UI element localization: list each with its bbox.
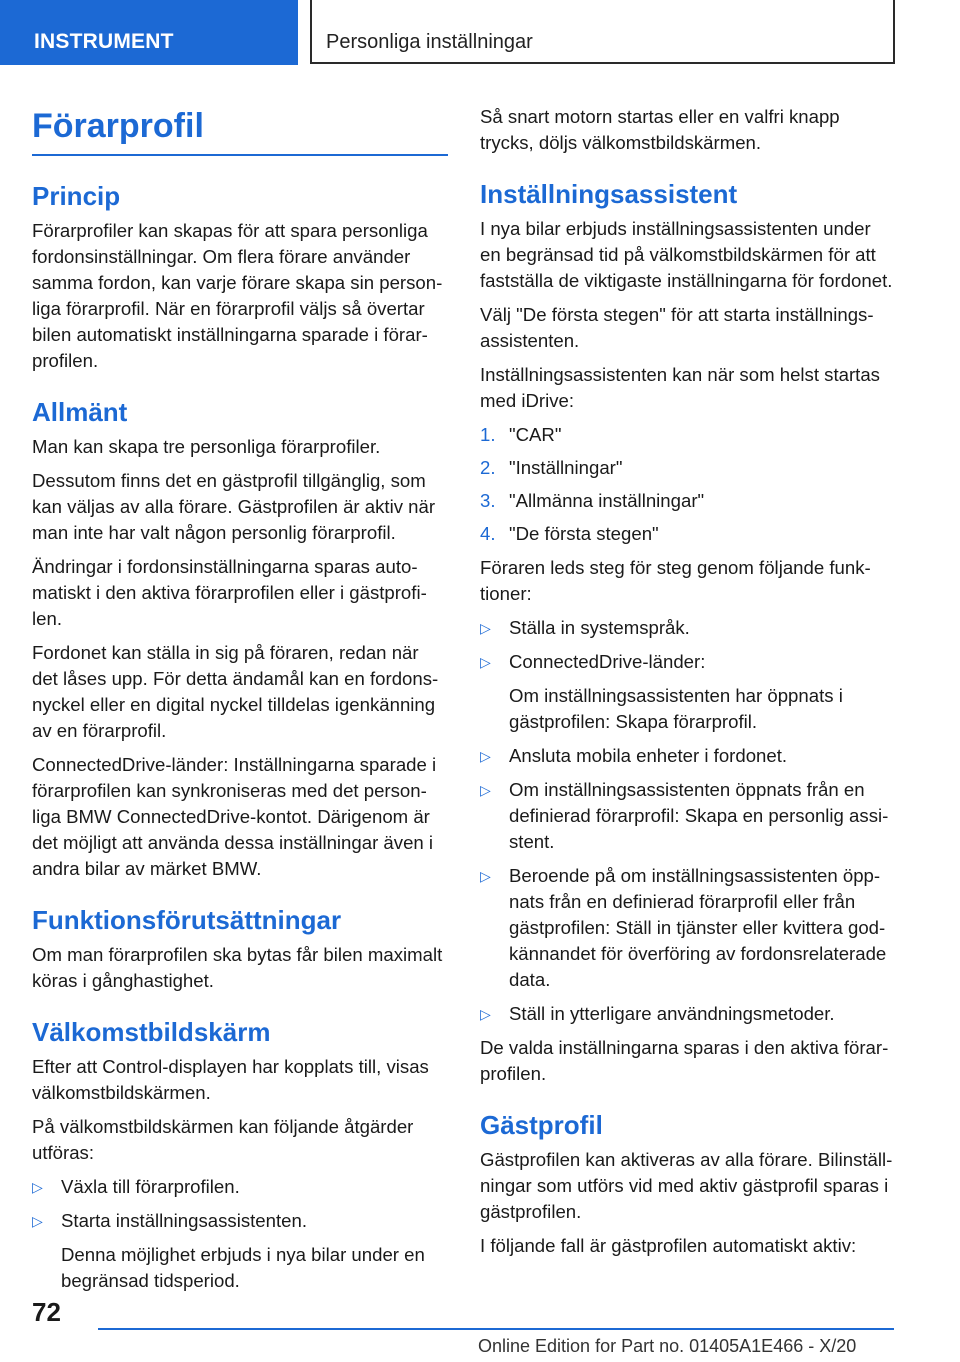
paragraph: Föraren leds steg för steg genom följande funktioner: [480,557,871,604]
paragraph: Dessutom finns det en gästprofil tillgänglig, som kan väljas av alla förare. Gästprofilen är aktiv när man inte har valt någon personlig förarprofil. [32,470,436,543]
chapter-title: Personliga inställningar [326,31,533,53]
heading-valkomstbildskarm: Välkomstbildskärm [32,1017,271,1047]
triangle-bullet-icon: ▷ [480,748,491,764]
paragraph: Man kan skapa tre personliga förarprofiler. [32,436,381,457]
edition-text: Online Edition for Part no. 01405A1E466 - X/20 [478,1336,857,1356]
list-item-text: "Inställningar" [509,457,623,478]
right-column [480,104,896,1267]
list-item [480,1001,896,1027]
list-item-text: "Allmänna inställningar" [509,490,705,511]
heading-allmant: Allmänt [32,397,128,427]
list-item [480,488,896,514]
list-item-text: Starta inställningsassistenten. [61,1210,307,1231]
paragraph: Efter att Control-displayen har kopplats till, visas välkomstbildskärmen. [32,1056,429,1103]
step-number: 4. [480,523,496,544]
section-gastprofil [480,1109,896,1259]
paragraph: Inställningsassistenten kan när som helst startas med iDrive: [480,364,880,411]
list-item [32,1208,448,1294]
page-title: Förarprofil [32,107,204,145]
paragraph: Ändringar i fordonsinställningarna sparas automatiskt i den aktiva förarprofilen eller i gästprofilen. [32,556,427,629]
heading-gastprofil: Gästprofil [480,1110,603,1140]
paragraph: Så snart motorn startas eller en valfri knapp trycks, döljs välkomstbildskärmen. [480,106,840,153]
list-item [480,615,896,641]
list-item-text: ConnectedDrive-länder: [509,651,706,672]
paragraph: Välj "De första stegen" för att starta inställningsassistenten. [480,304,874,351]
section-funktion [32,904,448,994]
list-item-text: Ställa in systemspråk. [509,617,690,638]
list-item [480,455,896,481]
paragraph: I nya bilar erbjuds inställningsassistenten under en begränsad tid på välkomstbildskärmen för att fastställa de viktigaste inställningarna för fordonet. [480,218,893,291]
heading-installningsassistent: Inställningsassistent [480,179,738,209]
paragraph: Fordonet kan ställa in sig på föraren, redan när det låses upp. För detta ändamål kan en fordonsnyckel eller en digital nyckel tilldelas igenkänning av en förarprofil. [32,642,439,741]
list-item-text: "De första stegen" [509,523,659,544]
paragraph: De valda inställningarna sparas i den aktiva förarprofilen. [480,1037,889,1084]
heading-princip: Princip [32,181,121,211]
list-item-subtext: Denna möjlighet erbjuds i nya bilar under en begränsad tidsperiod. [61,1244,425,1291]
list-item-text: Beroende på om inställningsassistenten öppnats från en definierad förarprofil eller från gästprofilen: Ställ in tjänster eller kvittera godkännandet för överföring av fordonsrelaterade data. [509,865,887,990]
paragraph: Om man förarprofilen ska bytas får bilen maximalt köras i gånghastighet. [32,944,443,991]
paragraph: På välkomstbildskärmen kan följande åtgärder utföras: [32,1116,414,1163]
section-princip [32,180,448,374]
bullet-list [480,615,896,1027]
list-item-text: Ansluta mobila enheter i fordonet. [509,745,788,766]
step-number: 2. [480,457,496,478]
triangle-bullet-icon: ▷ [480,868,491,884]
list-item [480,777,896,855]
list-item-subtext: Om inställningsassistenten har öppnats i gästprofilen: Skapa förarprofil. [509,685,843,732]
title-divider [32,154,448,156]
paragraph: ConnectedDrive-länder: Inställningarna sparade i förarprofilen kan synkroniseras med det personliga BMW ConnectedDrive-kontot. Därigenom är det möjligt att använda dessa inställningar även i andra bilar av märket BMW. [32,754,437,879]
paragraph: Förarprofiler kan skapas för att spara personliga fordonsinställningar. Om flera förare använder samma fordon, kan varje förare skapa sin personliga förarprofil. När en förarprofil väljs så övertar bilen automatiskt inställningarna sparade i förarprofilen. [32,220,443,371]
paragraph: Gästprofilen kan aktiveras av alla förare. Bilinställningar som utförs vid med aktiv gästprofil sparas i gästprofilen. [480,1149,893,1222]
list-item-text: Växla till förarprofilen. [61,1176,240,1197]
list-item [480,422,896,448]
list-item-text: Om inställningsassistenten öppnats från en definierad förarprofil: Skapa en personlig assistent. [509,779,889,852]
triangle-bullet-icon: ▷ [480,620,491,636]
triangle-bullet-icon: ▷ [32,1179,43,1195]
list-item-text: Ställ in ytterligare användningsmetoder. [509,1003,835,1024]
section-tab: INSTRUMENT [0,0,298,65]
section-valkomst [32,1016,448,1294]
step-number: 1. [480,424,496,445]
list-item [480,863,896,993]
list-item-text: "CAR" [509,424,562,445]
triangle-bullet-icon: ▷ [32,1213,43,1229]
step-number: 3. [480,490,496,511]
list-item [480,521,896,547]
triangle-bullet-icon: ▷ [480,654,491,670]
section-installningsassistent [480,178,896,1087]
list-item [32,1174,448,1200]
numbered-list [480,422,896,547]
triangle-bullet-icon: ▷ [480,1006,491,1022]
footer-divider [98,1328,894,1330]
page-number: 72 [32,1297,61,1327]
section-allmant [32,396,448,882]
left-column [32,96,448,1302]
paragraph: I följande fall är gästprofilen automatiskt aktiv: [480,1235,857,1256]
list-item [480,649,896,735]
bullet-list [32,1174,448,1294]
heading-funktionsforutsattningar: Funktionsförutsättningar [32,905,342,935]
list-item [480,743,896,769]
triangle-bullet-icon: ▷ [480,782,491,798]
